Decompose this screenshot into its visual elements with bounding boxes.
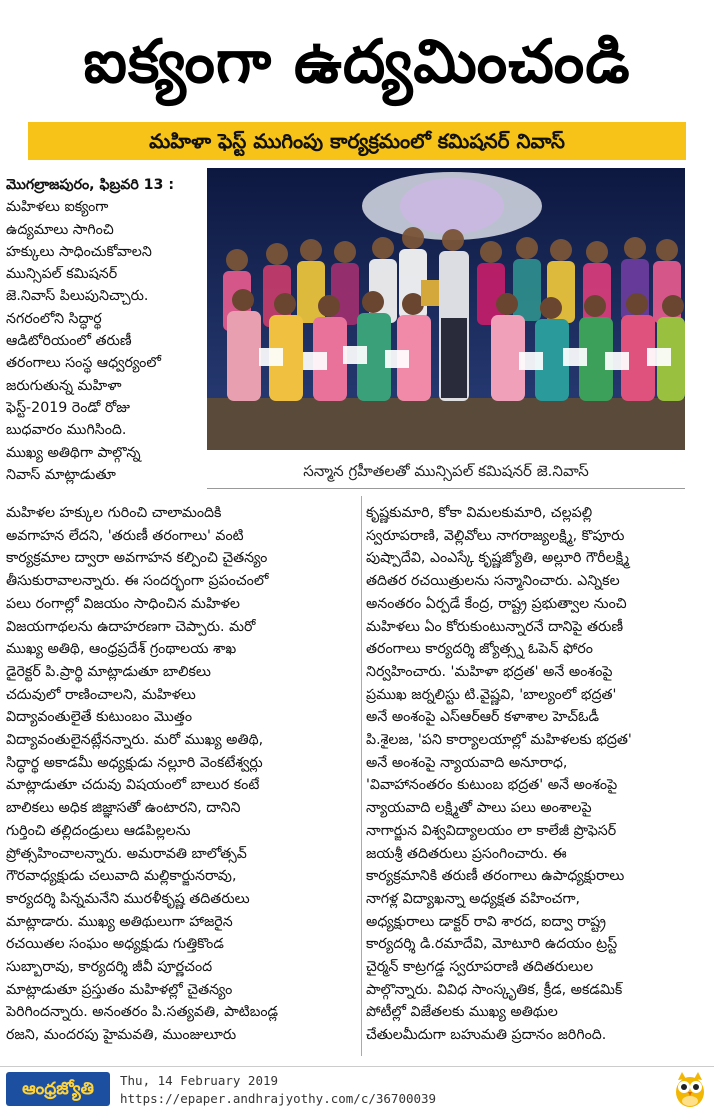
lead-column — [6, 174, 206, 486]
dateline: మొగల్రాజపురం, ఫిబ్రవరి 13 : — [6, 177, 175, 193]
headline: ఐక్యంగా ఉద్యమించండి — [83, 27, 631, 97]
owl-icon — [672, 1070, 708, 1108]
subheadline: మహిళా ఫెస్ట్ ముగింపు కార్యక్రమంలో కమిషనర్ నివాస్ — [28, 122, 686, 160]
group-photo — [207, 168, 685, 450]
column-divider — [361, 496, 362, 1056]
group-photo-image — [207, 168, 685, 450]
epaper-url-link[interactable]: https://epaper.andhrajyothy.com/c/36700039 — [120, 1091, 437, 1106]
caption-divider — [207, 488, 685, 489]
body-column-left: మహిళల హక్కుల గురించి చాలామందికి అవగాహన లేదని, 'తరుణీ తరంగాలు' వంటి కార్యక్రమాల ద్వారా అవగాహన కల్పించి చైతన్యం తీసుకురావాలన్నారు. ఈ సందర్భంగా ప్రపంచంలో పలు రంగాల్లో విజయం సాధించిన మహిళల విజయగాథలను ఉదాహరణగా చెప్పారు. మరో ముఖ్య అతిథి, ఆంధ్రప్రదేశ్ గ్రంథాలయ శాఖ డైరెక్టర్ పి.ప్రార్థి మాట్లాడుతూ బాలికలు చదువులో రాణించాలని, మహిళలు విద్యావంతులైతే కుటుంబం మొత్తం విద్యావంతులైనట్లేనన్నారు. మరో ముఖ్య అతిథి, సిద్ధార్థ అకాడమీ అధ్యక్షుడు నల్లూరి వెంకటేశ్వర్లు మాట్లాడుతూ చదువు విషయంలో బాలుర కంటే బాలికలు అధిక జిజ్ఞాసతో ఉంటారని, దానిని గుర్తించి తల్లిదండ్రులు ఆడపిల్లలను ప్రోత్సహించాలన్నారు. అమరావతి బాలోత్సవ్ గౌరవాధ్యక్షుడు చలువాది మల్లికార్జునరావు, కార్యదర్శి పిన్నమనేని మురళీకృష్ణ తదితరులు మాట్లాడారు. ముఖ్య అతిథులుగా హాజరైన రచయితల సంఘం అధ్యక్షుడు గుత్తికొండ సుబ్బారావు, కార్యదర్శి జీవీ పూర్ణచంద మాట్లాడుతూ ప్రస్తుతం మహిళల్లో చైతన్యం పెరిగిందన్నారు. అనంతరం పి.సత్యవతి, పాటిబండ్ల రజని, మందరపు హైమవతి, ముంజులూరు — [6, 505, 279, 1044]
lead-text: మహిళలు ఐక్యంగా ఉద్యమాలు సాగించి హక్కులు సాధించుకోవాలని మున్సిపల్ కమిషనర్ జె.నివాస్ పిలుపునిచ్చారు. నగరంలోని సిద్ధార్థ ఆడిటోరియంలో తరుణీ తరంగాలు సంస్థ ఆధ్వర్యంలో జరుగుతున్న మహిళా ఫెస్ట్-2019 రెండో రోజు బుధవారం ముగిసింది. ముఖ్య అతిథిగా పాల్గొన్న నివాస్ మాట్లాడుతూ — [6, 199, 161, 483]
publication-date: Thu, 14 February 2019 — [120, 1073, 279, 1088]
footer-divider — [0, 1066, 714, 1067]
andhrajyothy-logo[interactable]: ఆంధ్రజ్యోతి — [6, 1072, 110, 1106]
body-column-right: కృష్ణకుమారి, కోకా విమలకుమారి, చల్లపల్లి స్వరూపరాణి, వెల్లివోలు నాగరాజ్యలక్ష్మి, కొపూరు పుష్పాదేవి, ఎంఎస్కే కృష్ణజ్యోతి, అల్లూరి గౌరీలక్ష్మి తదితర రచయిత్రులను సన్మానించారు. ఎన్నికల అనంతరం ఏర్పడే కేంద్ర, రాష్ట్ర ప్రభుత్వాల నుంచి మహిళలు ఏం కోరుకుంటున్నారనే దానిపై తరుణీ తరంగాలు కార్యదర్శి జ్యోత్స్న ఓపెన్ ఫోరం నిర్వహించారు. 'మహిళా భద్రత' అనే అంశంపై ప్రముఖ జర్నలిస్టు టి.వైష్ణవి, 'బాల్యంలో భద్రత' అనే అంశంపై ఎస్ఆర్ఆర్ కళాశాల హెచ్ఓడీ పి.శైలజ, 'పని కార్యాలయాల్లో మహిళలకు భద్రత' అనే అంశంపై న్యాయవాది అనూరాధ, 'వివాహానంతరం కుటుంబ భద్రత' అనే అంశంపై న్యాయవాది లక్ష్మితో పాలు పలు అంశాలపై నాగార్జున విశ్వవిద్యాలయం లా కాలేజీ ప్రొఫెసర్ జయశ్రీ తదితరులు ప్రసంగించారు. ఈ కార్యక్రమానికి తరుణీ తరంగాలు ఉపాధ్యక్షురాలు నాగళ్ల విద్యాఖన్నా అధ్యక్షత వహించగా, అధ్యక్షురాలు డాక్టర్ రావి శారద, ఐద్వా రాష్ట్ర కార్యదర్శి డి.రమాదేవి, మోటూరి ఉదయం ట్రస్ట్ చైర్మన్ కాట్రగడ్డ స్వరూపరాణి తదితరులుల పాల్గొన్నారు. వివిధ సాంస్కృతిక, క్రీడ, అకడమిక్ పోటీల్లో విజేతలకు ముఖ్య అతిథుల చేతులమీదుగా బహుమతి ప్రదానం జరిగింది. — [366, 505, 632, 1044]
photo-caption: సన్మాన గ్రహీతలతో మున్సిపల్ కమిషనర్ జె.నివాస్ — [303, 462, 589, 480]
